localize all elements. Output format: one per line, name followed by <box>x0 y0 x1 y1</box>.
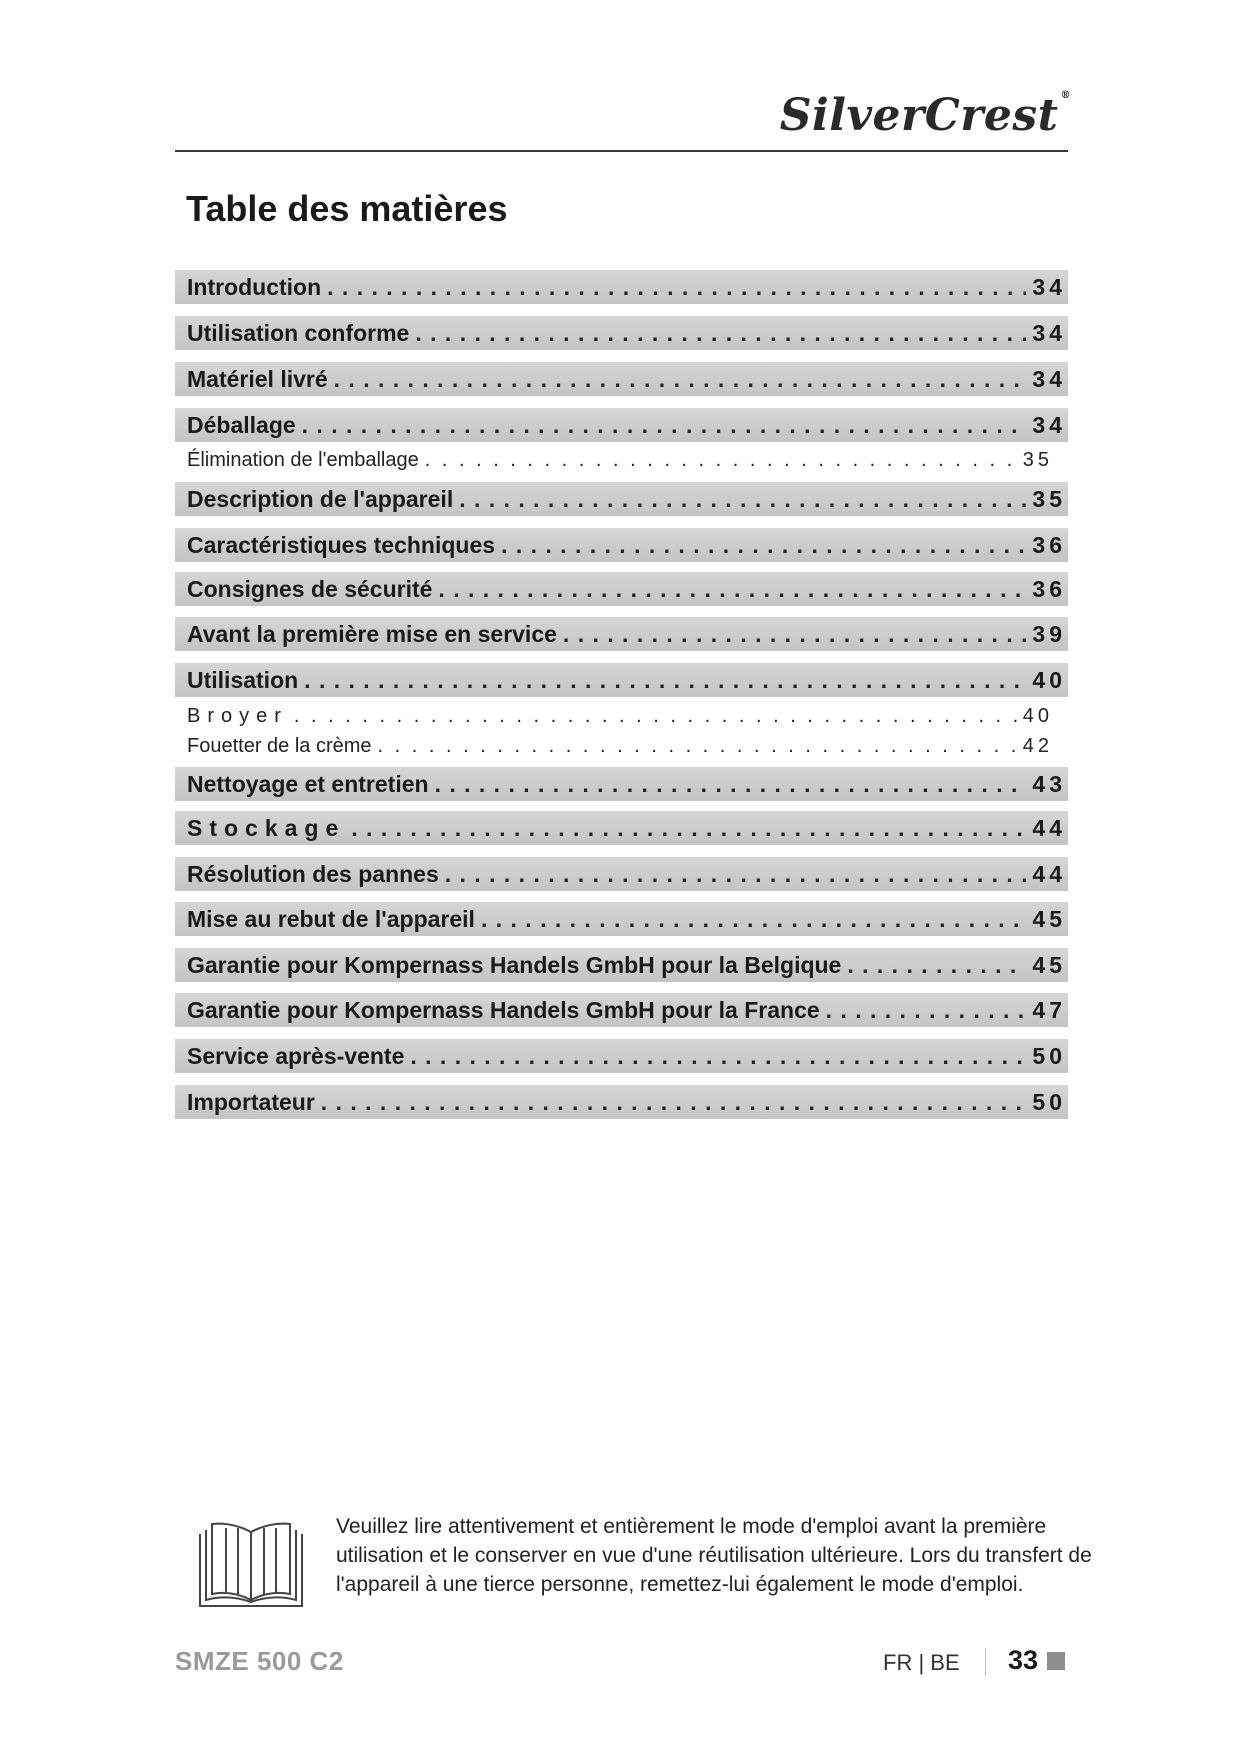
toc-entry-page: 50 <box>1032 1088 1066 1115</box>
toc-leader-dots <box>445 861 1027 888</box>
toc-entry-materiel-livre[interactable] <box>175 362 1068 396</box>
open-book-icon <box>196 1520 306 1610</box>
toc-leader-dots <box>459 486 1026 513</box>
toc-entry-label: Stockage <box>187 814 346 841</box>
toc-entry-service-apres-vente[interactable] <box>175 1039 1068 1073</box>
toc-leader-dots <box>334 366 1027 393</box>
toc-entry-utilisation-conforme[interactable] <box>175 316 1068 350</box>
toc-entry-label: Fouetter de la crème <box>187 734 372 757</box>
toc-entry-page: 40 <box>1022 704 1053 727</box>
toc-entry-page: 35 <box>1022 448 1053 471</box>
toc-entry-stockage[interactable] <box>175 811 1068 845</box>
toc-entry-label: Consignes de sécurité <box>187 575 433 602</box>
toc-entry-page: 34 <box>1032 411 1066 438</box>
toc-entry-page: 34 <box>1032 365 1066 392</box>
page-title: Table des matières <box>186 188 508 229</box>
toc-entry-label: Broyer <box>187 704 288 727</box>
toc-entry-label: Service après-vente <box>187 1042 405 1069</box>
toc-leader-dots <box>438 576 1026 603</box>
toc-entry-page: 42 <box>1022 734 1053 757</box>
brand-name: SilverCrest <box>779 90 1059 141</box>
toc-leader-dots <box>847 952 1026 979</box>
footer-square-icon <box>1047 1652 1065 1670</box>
toc-subentry-elimination-emballage[interactable] <box>175 446 1055 474</box>
toc-entry-page: 40 <box>1032 666 1066 693</box>
toc-leader-dots <box>501 532 1026 559</box>
toc-entry-label: Élimination de l'emballage <box>187 448 419 471</box>
header-rule <box>175 150 1068 152</box>
toc-leader-dots <box>302 412 1027 439</box>
toc-leader-dots <box>415 320 1026 347</box>
toc-entry-consignes-securite[interactable] <box>175 572 1068 606</box>
toc-entry-label: Caractéristiques techniques <box>187 531 496 558</box>
toc-entry-label: Matériel livré <box>187 365 328 392</box>
toc-entry-page: 35 <box>1032 485 1066 512</box>
toc-entry-label: Description de l'appareil <box>187 485 454 512</box>
toc-entry-label: Introduction <box>187 273 322 300</box>
toc-entry-page: 45 <box>1032 905 1066 932</box>
toc-leader-dots <box>826 997 1027 1024</box>
toc-leader-dots <box>435 771 1027 798</box>
toc-entry-page: 50 <box>1032 1042 1066 1069</box>
toc-entry-page: 47 <box>1032 996 1066 1023</box>
toc-entry-page: 45 <box>1032 951 1066 978</box>
toc-entry-page: 39 <box>1032 620 1066 647</box>
toc-entry-label: Avant la première mise en service <box>187 620 557 647</box>
toc-entry-garantie-belgique[interactable] <box>175 948 1068 982</box>
toc-leader-dots <box>378 735 1017 758</box>
brand-logo <box>780 90 1071 141</box>
footer-divider <box>985 1648 986 1676</box>
toc-entry-label: Utilisation <box>187 666 299 693</box>
toc-entry-page: 34 <box>1032 273 1066 300</box>
footer-model-number: SMZE 500 C2 <box>175 1646 344 1676</box>
read-manual-notice <box>196 1512 1096 1612</box>
toc-entry-label: Importateur <box>187 1088 315 1115</box>
toc-entry-label: Utilisation conforme <box>187 319 410 346</box>
toc-entry-label: Résolution des pannes <box>187 860 439 887</box>
toc-entry-deballage[interactable] <box>175 408 1068 442</box>
toc-leader-dots <box>327 274 1026 301</box>
toc-entry-mise-au-rebut[interactable] <box>175 902 1068 936</box>
notice-text: Veuillez lire attentivement et entièrement le mode d'emploi avant la première utilisation et le conserver en vue d'une réutilisation ultérieure. Lors du transfert de l'appareil à une tierce personne, remettez-lui également le mode d'emploi. <box>336 1515 1092 1596</box>
toc-entry-utilisation[interactable] <box>175 663 1068 697</box>
toc-entry-page: 36 <box>1032 531 1066 558</box>
footer-languages: FR | BE <box>883 1650 960 1675</box>
toc-subentry-broyer[interactable] <box>175 702 1055 730</box>
toc-leader-dots <box>563 621 1026 648</box>
toc-entry-garantie-france[interactable] <box>175 993 1068 1027</box>
toc-entry-page: 36 <box>1032 575 1066 602</box>
toc-entry-description-appareil[interactable] <box>175 482 1068 516</box>
toc-entry-avant-premiere-mise-en-service[interactable] <box>175 617 1068 651</box>
toc-entry-page: 34 <box>1032 319 1066 346</box>
brand-mark: ® <box>1060 90 1071 101</box>
toc-entry-nettoyage-entretien[interactable] <box>175 767 1068 801</box>
toc-leader-dots <box>425 449 1017 472</box>
toc-entry-label: Mise au rebut de l'appareil <box>187 905 475 932</box>
toc-entry-label: Garantie pour Kompernass Handels GmbH pour la France <box>187 996 820 1023</box>
toc-leader-dots <box>351 815 1026 842</box>
toc-entry-label: Déballage <box>187 411 296 438</box>
toc-entry-caracteristiques-techniques[interactable] <box>175 528 1068 562</box>
toc-entry-page: 44 <box>1032 814 1066 841</box>
toc-subentry-fouetter-creme[interactable] <box>175 732 1055 760</box>
toc-leader-dots <box>304 667 1026 694</box>
toc-entry-label: Garantie pour Kompernass Handels GmbH pour la Belgique <box>187 951 842 978</box>
toc-entry-importateur[interactable] <box>175 1085 1068 1119</box>
toc-entry-label: Nettoyage et entretien <box>187 770 429 797</box>
footer-page-number: 33 <box>1008 1645 1039 1675</box>
toc-leader-dots <box>410 1043 1026 1070</box>
toc-entry-resolution-pannes[interactable] <box>175 857 1068 891</box>
toc-leader-dots <box>321 1089 1027 1116</box>
toc-leader-dots <box>481 906 1026 933</box>
toc-leader-dots <box>294 705 1017 728</box>
toc-entry-introduction[interactable] <box>175 270 1068 304</box>
toc-entry-page: 44 <box>1032 860 1066 887</box>
toc-entry-page: 43 <box>1032 770 1066 797</box>
